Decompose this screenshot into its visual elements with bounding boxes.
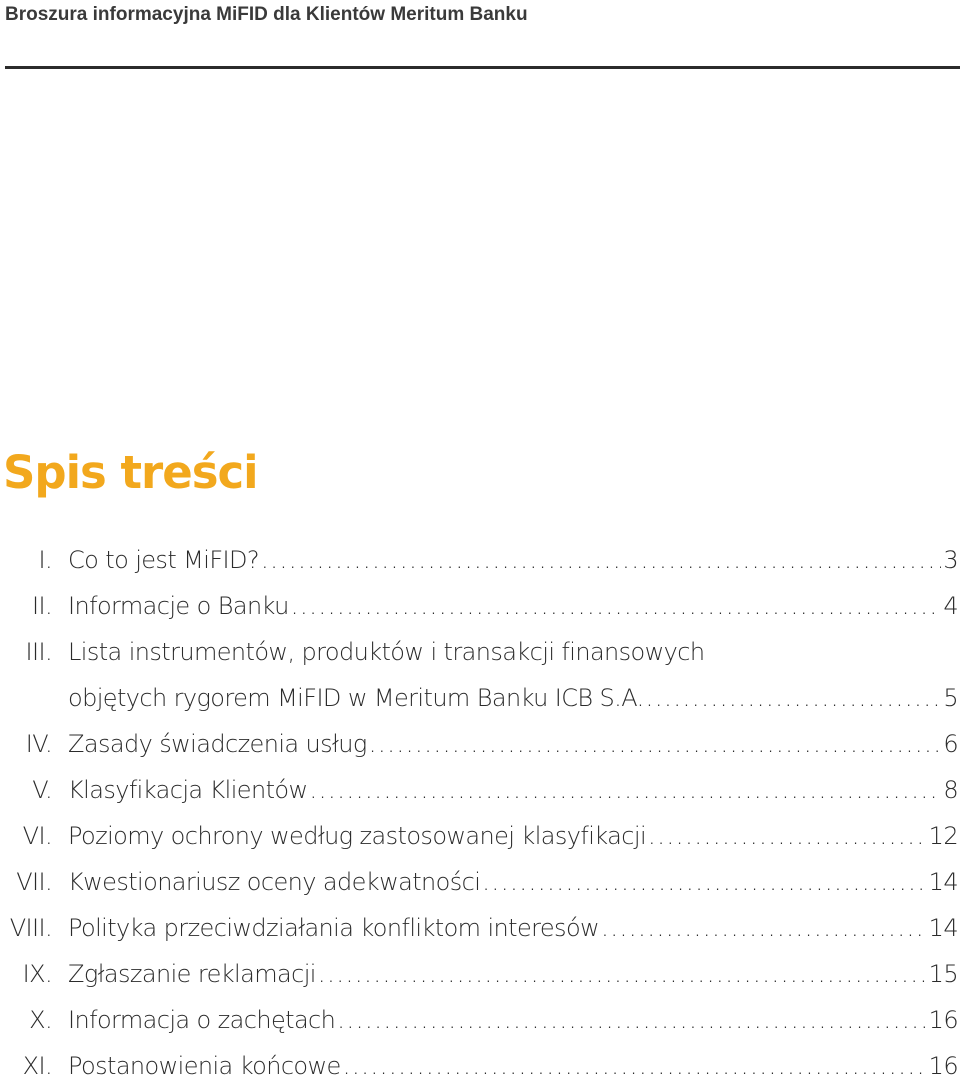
- document-header: Broszura informacyjna MiFID dla Klientów Meritum Banku: [5, 4, 528, 25]
- toc-entry-line: [0, 908, 960, 954]
- toc-entry-title: objętych rygorem MiFID w Meritum Banku ICB S.A.: [68, 684, 644, 712]
- toc-entry-title: Informacja o zachętach: [68, 1006, 336, 1034]
- toc-entry-number: VIII.: [9, 914, 52, 942]
- toc-dot-leader: [261, 540, 941, 580]
- toc-title: Spis treści: [3, 446, 258, 499]
- toc-entry[interactable]: [0, 954, 960, 1000]
- toc-entry[interactable]: [0, 586, 960, 632]
- toc-dot-leader: [291, 586, 942, 626]
- toc-dot-leader: [343, 1046, 927, 1086]
- toc-dot-leader: [310, 770, 942, 810]
- toc-dot-leader: [318, 954, 927, 994]
- toc-dot-leader: [601, 908, 927, 948]
- toc-entry-page-number: 6: [943, 730, 958, 758]
- toc-entry-page-number: 14: [928, 914, 958, 942]
- toc-entry-number: II.: [32, 592, 52, 620]
- toc-entry-text-wrap: [68, 816, 960, 856]
- toc-entry[interactable]: [0, 770, 960, 816]
- toc-entry-title: Kwestionariusz oceny adekwatności: [68, 868, 481, 896]
- toc-entry[interactable]: [0, 908, 960, 954]
- toc-entry-text-wrap: [68, 954, 960, 994]
- toc-entry-number: I.: [38, 546, 52, 574]
- toc-entry-page-number: 14: [928, 868, 958, 896]
- toc-entry[interactable]: [0, 862, 960, 908]
- toc-entry-line: [0, 954, 960, 1000]
- toc-entry-page-number: 16: [928, 1052, 958, 1080]
- table-of-contents: [0, 540, 960, 1092]
- header-rule: [5, 66, 960, 69]
- toc-entry-number: VI.: [22, 822, 52, 850]
- toc-entry-number: XI.: [22, 1052, 52, 1080]
- toc-entry-text-wrap: [68, 678, 960, 718]
- toc-dot-leader: [646, 678, 942, 718]
- toc-entry[interactable]: [0, 816, 960, 862]
- toc-entry-title: Co to jest MiFID?: [68, 546, 260, 574]
- toc-entry-text-wrap: [68, 586, 960, 626]
- toc-dot-leader: [369, 724, 942, 764]
- toc-entry[interactable]: [0, 632, 960, 724]
- toc-entry-line: [0, 632, 960, 678]
- toc-entry-number: VII.: [16, 868, 52, 896]
- toc-entry-line: [0, 678, 960, 724]
- toc-entry-line: [0, 1046, 960, 1092]
- toc-entry-text-wrap: [68, 862, 960, 902]
- toc-entry-title: Zasady świadczenia usług: [68, 730, 367, 758]
- toc-entry-number: X.: [29, 1006, 52, 1034]
- toc-entry[interactable]: [0, 1046, 960, 1092]
- toc-entry-line: [0, 1000, 960, 1046]
- toc-entry-title: Zgłaszanie reklamacji: [68, 960, 316, 988]
- toc-dot-leader: [648, 816, 927, 856]
- toc-dot-leader: [482, 862, 926, 902]
- toc-entry-page-number: 8: [943, 776, 958, 804]
- toc-entry-text-wrap: [68, 632, 960, 672]
- toc-entry[interactable]: [0, 724, 960, 770]
- toc-entry-page-number: 5: [943, 684, 958, 712]
- toc-entry-page-number: 15: [928, 960, 958, 988]
- toc-entry-title: Poziomy ochrony według zastosowanej klasyfikacji: [68, 822, 647, 850]
- toc-entry-title: Postanowienia końcowe: [68, 1052, 341, 1080]
- toc-entry[interactable]: [0, 540, 960, 586]
- toc-entry-number: IV.: [25, 730, 52, 758]
- toc-entry-text-wrap: [68, 1000, 960, 1040]
- toc-entry-text-wrap: [68, 770, 960, 810]
- toc-entry-line: [0, 586, 960, 632]
- toc-entry-text-wrap: [68, 1046, 960, 1086]
- toc-dot-leader: [337, 1000, 926, 1040]
- toc-entry-page-number: 16: [928, 1006, 958, 1034]
- toc-entry-line: [0, 540, 960, 586]
- toc-entry-text-wrap: [68, 540, 960, 580]
- toc-entry-page-number: 12: [928, 822, 958, 850]
- toc-entry-line: [0, 724, 960, 770]
- toc-entry-title: Lista instrumentów, produktów i transakcji finansowych: [68, 638, 705, 666]
- toc-entry-number: V.: [32, 776, 52, 804]
- toc-entry-text-wrap: [68, 908, 960, 948]
- toc-entry-title: Informacje o Banku: [68, 592, 289, 620]
- toc-entry-page-number: 3: [943, 546, 958, 574]
- toc-entry-number: III.: [25, 638, 52, 666]
- toc-entry-page-number: 4: [943, 592, 958, 620]
- toc-entry[interactable]: [0, 1000, 960, 1046]
- toc-entry-number: IX.: [22, 960, 52, 988]
- toc-entry-text-wrap: [68, 724, 960, 764]
- toc-entry-line: [0, 816, 960, 862]
- toc-entry-title: Polityka przeciwdziałania konfliktom interesów: [68, 914, 600, 942]
- toc-entry-line: [0, 862, 960, 908]
- toc-entry-title: Klasyfikacja Klientów: [68, 776, 308, 804]
- toc-entry-line: [0, 770, 960, 816]
